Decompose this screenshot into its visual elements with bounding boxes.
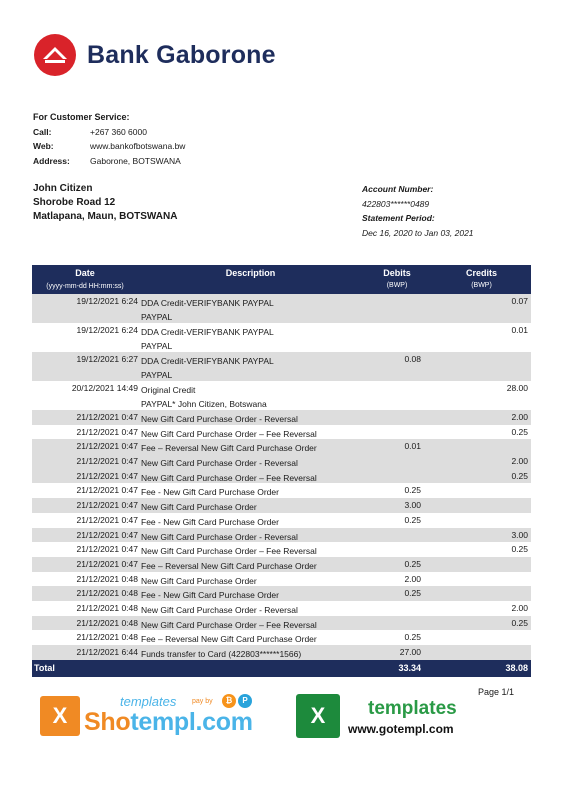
page-number: Page 1/1 [478, 687, 515, 697]
row-description-line1: New Gift Card Purchase Order – Fee Reversal [141, 546, 317, 557]
watermark-main-a: Sho [84, 708, 131, 736]
watermark-shotempl-text [84, 708, 253, 737]
row-credit: 0.07 [511, 296, 528, 306]
row-debit: 3.00 [404, 500, 421, 511]
row-debit: 0.01 [404, 441, 421, 452]
payment-icons [222, 694, 254, 708]
row-debit [363, 323, 431, 352]
bitcoin-icon: ₿ [222, 694, 236, 708]
row-credit [432, 572, 531, 587]
table-row [32, 425, 531, 440]
row-description-line1: Fee – Reversal New Gift Card Purchase Order [141, 560, 317, 571]
row-description [139, 513, 362, 528]
row-credit [432, 586, 531, 601]
row-date: 21/12/2021 0:47 [76, 544, 138, 555]
row-date: 21/12/2021 0:47 [76, 412, 138, 422]
row-description [139, 572, 362, 587]
row-description [139, 352, 362, 381]
row-description-line1: New Gift Card Purchase Order [141, 502, 257, 513]
row-description [139, 601, 362, 616]
table-row [32, 616, 531, 631]
row-date: 19/12/2021 6:24 [76, 325, 138, 335]
row-debit [363, 410, 431, 425]
row-description [139, 645, 362, 660]
table-row [32, 381, 531, 410]
row-credit [432, 439, 531, 454]
row-date: 21/12/2021 0:48 [76, 602, 138, 613]
row-debit [363, 542, 431, 557]
transactions-table [32, 265, 531, 677]
row-date: 21/12/2021 0:47 [76, 514, 138, 525]
call-value: +267 360 6000 [90, 126, 147, 137]
row-description [139, 557, 362, 572]
row-credit [432, 498, 531, 513]
row-description-line1: New Gift Card Purchase Order [141, 575, 257, 586]
row-credit [432, 557, 531, 572]
table-row [32, 645, 531, 660]
watermark2-templates-text: templates [368, 698, 457, 719]
row-description [139, 425, 362, 440]
header-description: Description [225, 268, 276, 278]
row-description-line2: PAYPAL* John Citizen, Botswana [141, 399, 267, 409]
customer-city: Matlapana, Maun, BOTSWANA [33, 211, 178, 222]
total-credits: 38.08 [505, 662, 528, 673]
row-credit [432, 352, 531, 381]
row-debit [363, 381, 431, 410]
table-header [32, 265, 531, 294]
row-description-line1: New Gift Card Purchase Order – Fee Reversal [141, 619, 317, 630]
address-value: Gaborone, BOTSWANA [90, 155, 181, 166]
row-description-line1: New Gift Card Purchase Order - Reversal [141, 414, 298, 424]
table-total-row [32, 660, 531, 677]
bank-logo [33, 33, 276, 77]
table-row [32, 542, 531, 557]
row-debit: 0.08 [404, 354, 421, 364]
row-debit [363, 454, 431, 469]
row-description-line1: Fee - New Gift Card Purchase Order [141, 516, 279, 527]
table-row [32, 601, 531, 616]
row-debit [363, 294, 431, 323]
row-date: 21/12/2021 0:47 [76, 500, 138, 511]
row-debit [363, 616, 431, 631]
table-row [32, 513, 531, 528]
row-debit: 2.00 [404, 573, 421, 584]
row-credit: 0.01 [511, 325, 528, 335]
row-description [139, 483, 362, 498]
row-description-line1: DDA Credit-VERIFYBANK PAYPAL [141, 298, 274, 308]
row-date: 21/12/2021 0:48 [76, 573, 138, 584]
row-description-line1: Funds transfer to Card (422803******1566) [141, 649, 302, 659]
row-description-line1: New Gift Card Purchase Order – Fee Reversal [141, 428, 317, 439]
web-value[interactable]: www.bankofbotswana.bw [90, 141, 186, 152]
row-credit: 2.00 [511, 456, 528, 467]
row-credit: 0.25 [511, 544, 528, 555]
table-row [32, 352, 531, 381]
row-date: 21/12/2021 0:47 [76, 558, 138, 569]
account-number-value: 422803******0489 [362, 198, 430, 209]
row-description [139, 528, 362, 543]
row-debit: 0.25 [404, 588, 421, 599]
header-debits-unit: (BWP) [386, 282, 408, 289]
watermark-templates-text: templates [120, 694, 177, 709]
customer-service-block [33, 110, 185, 168]
header-date-format: (yyyy-mm-dd HH:mm:ss) [46, 283, 124, 290]
row-description-line1: New Gift Card Purchase Order – Fee Reversal [141, 472, 317, 483]
call-label: Call: [33, 126, 52, 137]
row-description-line1: Original Credit [141, 385, 196, 395]
table-row [32, 294, 531, 323]
row-description-line1: Fee - New Gift Card Purchase Order [141, 487, 279, 498]
customer-address [33, 182, 177, 224]
row-credit: 2.00 [511, 412, 528, 422]
header-debits: Debits [383, 268, 411, 278]
table-row [32, 557, 531, 572]
row-debit: 0.25 [404, 514, 421, 525]
row-description [139, 410, 362, 425]
row-debit: 0.25 [404, 558, 421, 569]
row-date: 20/12/2021 14:49 [71, 383, 138, 393]
table-body [32, 294, 531, 660]
account-number-label: Account Number: [362, 184, 434, 194]
row-description-line1: DDA Credit-VERIFYBANK PAYPAL [141, 356, 274, 366]
table-row [32, 528, 531, 543]
table-row [32, 630, 531, 645]
service-web-row [33, 139, 185, 154]
row-debit: 0.25 [404, 485, 421, 496]
account-info [362, 182, 474, 240]
row-credit: 3.00 [511, 529, 528, 540]
row-credit [432, 645, 531, 660]
table-row [32, 454, 531, 469]
row-description-line1: Fee – Reversal New Gift Card Purchase Order [141, 634, 317, 645]
row-description [139, 630, 362, 645]
row-description-line1: New Gift Card Purchase Order - Reversal [141, 531, 298, 542]
row-description-line2: PAYPAL [141, 312, 173, 322]
row-description-line1: New Gift Card Purchase Order - Reversal [141, 458, 298, 469]
table-row [32, 586, 531, 601]
customer-street: Shorobe Road 12 [33, 197, 116, 208]
row-description [139, 294, 362, 323]
paypal-icon: P [238, 694, 252, 708]
row-description [139, 381, 362, 410]
row-credit: 28.00 [506, 383, 528, 393]
header-date: Date [75, 268, 95, 278]
table-row [32, 469, 531, 484]
excel-icon: X [296, 694, 340, 738]
row-date: 21/12/2021 0:48 [76, 632, 138, 643]
watermark-gotempl [296, 694, 536, 742]
row-date: 21/12/2021 0:47 [76, 441, 138, 452]
row-credit: 2.00 [511, 602, 528, 613]
header-credits-unit: (BWP) [471, 282, 492, 289]
row-credit: 0.25 [511, 426, 528, 437]
service-address-row [33, 154, 185, 169]
row-debit [363, 528, 431, 543]
row-description-line1: DDA Credit-VERIFYBANK PAYPAL [141, 327, 274, 337]
header-credits: Credits [465, 268, 497, 278]
row-description [139, 586, 362, 601]
row-debit [363, 601, 431, 616]
row-description-line1: Fee – Reversal New Gift Card Purchase Order [141, 443, 317, 454]
web-label: Web: [33, 141, 54, 152]
total-label: Total [34, 662, 55, 673]
watermark-pay-text: pay by [192, 698, 213, 705]
row-description [139, 454, 362, 469]
statement-period-label: Statement Period: [362, 213, 435, 223]
row-credit: 0.25 [511, 470, 528, 481]
row-description-line2: PAYPAL [141, 341, 173, 351]
row-credit: 0.25 [511, 617, 528, 628]
table-row [32, 498, 531, 513]
row-date: 21/12/2021 0:47 [76, 456, 138, 467]
row-description-line2: PAYPAL [141, 370, 173, 380]
row-debit [363, 425, 431, 440]
service-call-row [33, 125, 185, 140]
service-header: For Customer Service: [33, 112, 130, 122]
watermark-shotempl [40, 694, 270, 742]
row-description [139, 469, 362, 484]
row-description-line1: Fee - New Gift Card Purchase Order [141, 590, 279, 601]
row-description [139, 616, 362, 631]
row-date: 21/12/2021 0:47 [76, 470, 138, 481]
statement-period-value: Dec 16, 2020 to Jan 03, 2021 [362, 227, 474, 238]
bank-name: Bank Gaborone [87, 40, 276, 69]
row-description [139, 439, 362, 454]
row-debit [363, 469, 431, 484]
table-row [32, 323, 531, 352]
row-debit: 27.00 [399, 647, 421, 657]
row-description-line1: New Gift Card Purchase Order - Reversal [141, 604, 298, 615]
table-row [32, 439, 531, 454]
table-row [32, 410, 531, 425]
table-row [32, 483, 531, 498]
row-date: 21/12/2021 0:47 [76, 485, 138, 496]
row-credit [432, 513, 531, 528]
row-date: 21/12/2021 0:48 [76, 588, 138, 599]
address-label: Address: [33, 155, 70, 166]
row-date: 21/12/2021 0:48 [76, 617, 138, 628]
customer-name: John Citizen [33, 183, 93, 194]
total-debits: 33.34 [398, 662, 421, 673]
row-credit [432, 483, 531, 498]
row-debit: 0.25 [404, 632, 421, 643]
excel-icon: X [40, 696, 80, 736]
row-date: 19/12/2021 6:27 [76, 354, 138, 364]
watermark2-url: www.gotempl.com [348, 722, 454, 736]
table-row [32, 572, 531, 587]
bank-logo-icon [33, 33, 77, 77]
row-date: 21/12/2021 0:47 [76, 426, 138, 437]
row-credit [432, 630, 531, 645]
watermark-main-b: templ.com [130, 708, 253, 736]
row-date: 19/12/2021 6:24 [76, 296, 138, 306]
row-description [139, 498, 362, 513]
row-description [139, 542, 362, 557]
row-date: 21/12/2021 6:44 [76, 647, 138, 657]
row-date: 21/12/2021 0:47 [76, 529, 138, 540]
row-description [139, 323, 362, 352]
